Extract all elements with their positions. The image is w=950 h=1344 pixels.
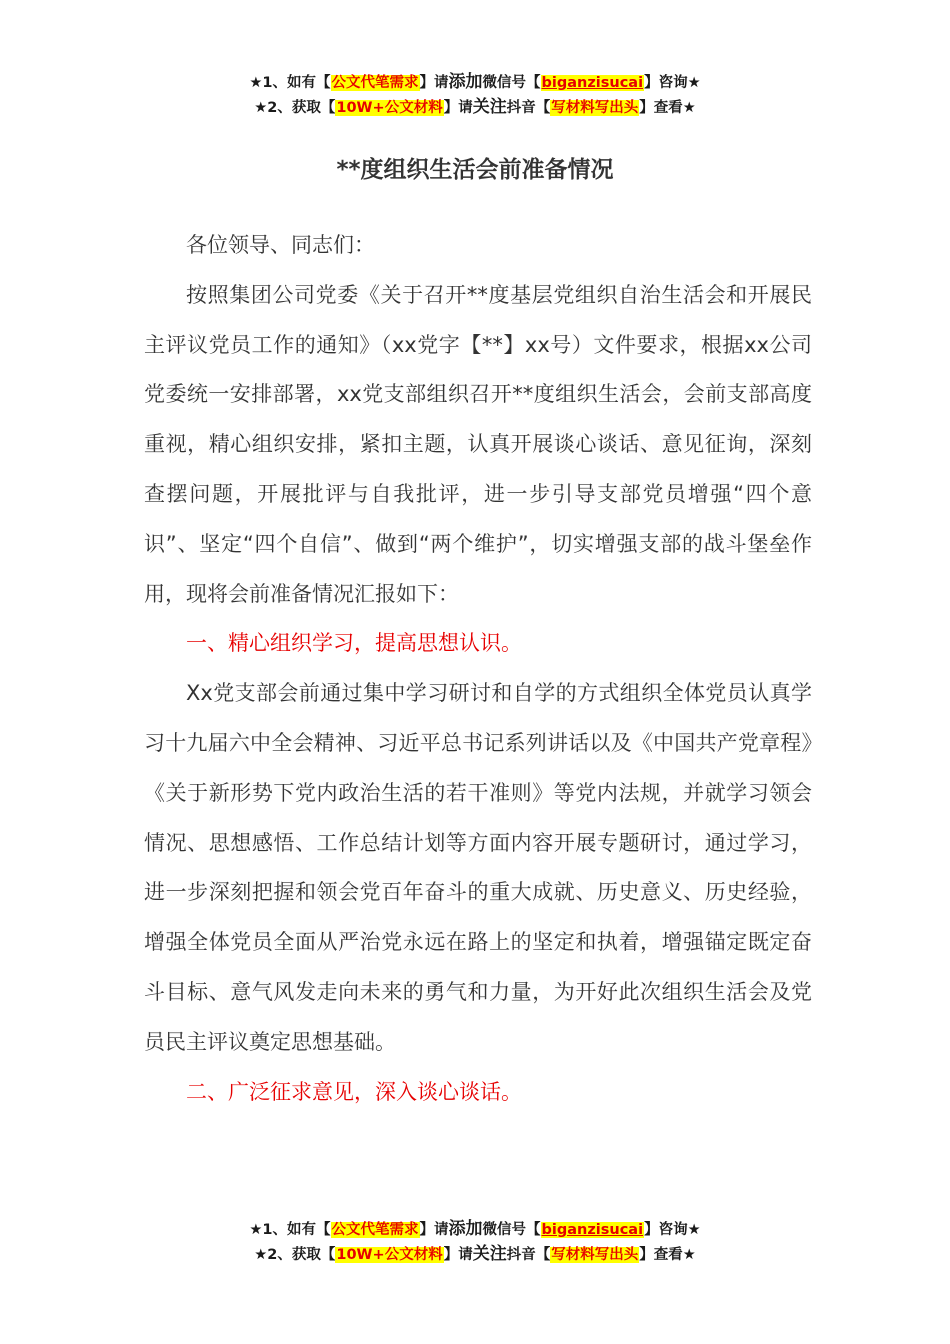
top-banner bbox=[0, 70, 950, 120]
banner-highlight-materials: 10W+公文材料 bbox=[336, 100, 443, 116]
banner-text: 】咨询★ bbox=[644, 75, 701, 91]
banner-wechat-id: biganzisucai bbox=[541, 1222, 644, 1238]
banner-text: 】请 bbox=[443, 100, 473, 116]
banner-line-1 bbox=[0, 70, 950, 95]
banner-douyin-account: 写材料写出头 bbox=[551, 1247, 639, 1263]
banner-text: 】请 bbox=[419, 1222, 449, 1238]
banner-wechat-id: biganzisucai bbox=[541, 75, 644, 91]
banner-text: 】查看★ bbox=[639, 100, 696, 116]
banner-text: 微信号【 bbox=[482, 75, 541, 91]
banner-highlight-service: 公文代笔需求 bbox=[331, 75, 419, 91]
banner-text: 抖音【 bbox=[506, 1247, 551, 1263]
banner-text: ★1、如有【 bbox=[249, 1222, 331, 1238]
banner-emphasis: 添加 bbox=[448, 72, 483, 92]
banner-text: ★2、获取【 bbox=[254, 100, 336, 116]
banner-text: 】请 bbox=[443, 1247, 473, 1263]
banner-text: 抖音【 bbox=[506, 100, 551, 116]
banner-text: ★1、如有【 bbox=[249, 75, 331, 91]
banner-highlight-service: 公文代笔需求 bbox=[331, 1222, 419, 1238]
banner-text: ★2、获取【 bbox=[254, 1247, 336, 1263]
salutation: 各位领导、同志们： bbox=[186, 233, 375, 257]
banner-text: 微信号【 bbox=[482, 1222, 541, 1238]
document-title: **度组织生活会前准备情况 bbox=[336, 157, 614, 183]
paragraph-study: Xx党支部会前通过集中学习研讨和自学的方式组织全体党员认真学习十九届六中全会精神、习近平总书记系列讲话以及《中国共产党章程》《关于新形势下党内政治生活的若干准则》等党内法规，并就学习领会情况、思想感悟、工作总结计划等方面内容开展专题研讨，通过学习，进一步深刻把握和领会党百年奋斗的重大成就、历史意义、历史经验，增强全体党员全面从严治党永远在路上的坚定和执着，增强锚定既定奋斗目标、意气风发走向未来的勇气和力量，为开好此次组织生活会及党员民主评议奠定思想基础。 bbox=[144, 681, 812, 1054]
paragraph-intro: 按照集团公司党委《关于召开**度基层党组织自治生活会和开展民主评议党员工作的通知》（xx党字【**】xx号）文件要求，根据xx公司党委统一安排部署，xx党支部组织召开**度组织生活会，会前支部高度重视，精心组织安排，紧扣主题，认真开展谈心谈话、意见征询，深刻查摆问题，开展批评与自我批评，进一步引导支部党员增强“四个意识”、坚定“四个自信”、做到“两个维护”，切实增强支部的战斗堡垒作用，现将会前准备情况汇报如下： bbox=[144, 282, 812, 606]
banner-line-1 bbox=[0, 1217, 950, 1242]
banner-text: 】查看★ bbox=[639, 1247, 696, 1263]
section-heading-2: 二、广泛征求意见，深入谈心谈话。 bbox=[186, 1079, 522, 1104]
section-heading-1: 一、精心组织学习，提高思想认识。 bbox=[186, 631, 522, 656]
banner-text: 】咨询★ bbox=[644, 1222, 701, 1238]
banner-highlight-materials: 10W+公文材料 bbox=[336, 1247, 443, 1263]
banner-line-2 bbox=[0, 1242, 950, 1267]
banner-emphasis: 关注 bbox=[472, 1244, 507, 1264]
banner-line-2 bbox=[0, 95, 950, 120]
bottom-banner bbox=[0, 1217, 950, 1267]
banner-emphasis: 添加 bbox=[448, 1219, 483, 1239]
banner-emphasis: 关注 bbox=[472, 97, 507, 117]
banner-text: 】请 bbox=[419, 75, 449, 91]
banner-douyin-account: 写材料写出头 bbox=[551, 100, 639, 116]
document-body bbox=[144, 221, 812, 1117]
